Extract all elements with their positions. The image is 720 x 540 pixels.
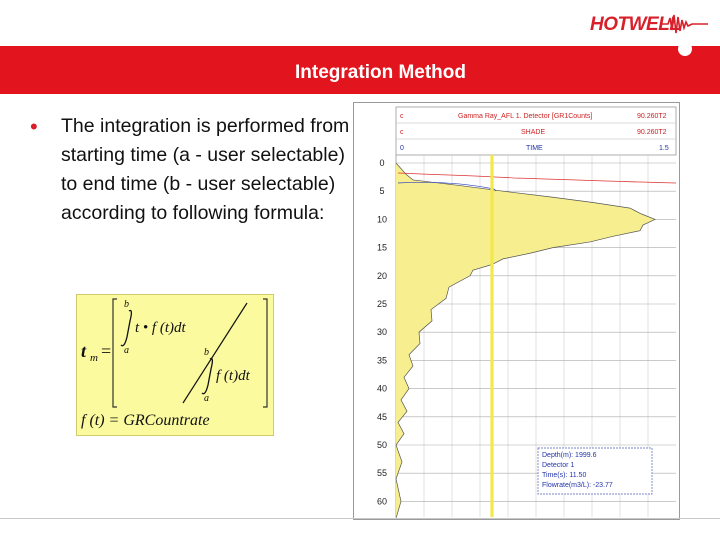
bottom-divider [0,518,720,519]
track1-col: c [400,113,404,120]
track1-value: 90.260T2 [637,113,667,120]
formula-denominator: f (t)dt [216,368,250,384]
left-bracket [113,299,117,407]
formula-lhs-sub: m [90,352,98,364]
depth-tick-label: 50 [376,440,388,450]
formula-drawing [77,295,273,435]
red-curve [398,173,676,183]
formula-equals: = [101,341,112,361]
track3-col: 0 [400,145,404,152]
title-banner [0,46,720,94]
waveform-icon [662,12,708,36]
bullet-text: The integration is performed from starting time (a - user selectable) to end time (b - user selectable) according to following formula: [61,115,350,224]
depth-tick-label: 60 [376,496,388,507]
depth-tick-label: 45 [376,411,388,422]
logo-dot [678,42,692,56]
depth-tick-label: 40 [376,383,388,394]
track3-value: 1.5 [659,145,669,152]
track2-col: c [400,129,404,136]
formula-definition: f (t) = GRCountrate [81,412,210,429]
right-bracket [263,299,267,407]
info-flowrate: Flowrate(m3/L): -23.77 [542,482,613,489]
depth-tick-label: 55 [376,468,388,479]
depth-ticks [377,158,387,506]
formula-box [76,294,274,436]
lower-limit-1: a [124,345,129,356]
integral-sign-1 [121,310,131,345]
hotwell-logo [590,10,710,50]
formula-numerator: t • f (t)dt [135,320,186,336]
depth-tick-label: 10 [376,214,388,225]
track3-name: TIME [526,145,543,152]
slide-title: Integration Method [295,62,466,83]
depth-tick-label: 35 [376,355,388,366]
info-detector: Detector 1 [542,462,575,469]
depth-tick-label: 25 [376,299,388,309]
depth-tick-label: 20 [376,270,388,281]
formula-lhs: t [81,341,87,361]
info-time: Time(s): 11.50 [542,472,587,479]
fraction-bar [183,303,247,403]
logo-text: HOTWELL [590,14,681,35]
log-panel [353,102,680,520]
depth-tick-label: 30 [376,327,388,338]
track2-name: SHADE [521,129,546,136]
upper-limit-2: b [204,347,209,358]
integral-sign-2 [202,358,212,393]
depth-tick-label: 0 [379,158,385,168]
track2-value: 90.260T2 [637,129,667,136]
info-depth: Depth(m): 1999.6 [542,452,597,459]
depth-tick-label: 15 [376,242,388,253]
upper-limit-1: b [124,299,129,310]
track1-name: Gamma Ray_AFL 1. Detector [GR1Counts] [458,113,593,120]
depth-tick-label: 5 [379,186,385,197]
log-chart [354,103,679,519]
bullet-marker: • [30,114,38,139]
lower-limit-2: a [204,393,209,404]
